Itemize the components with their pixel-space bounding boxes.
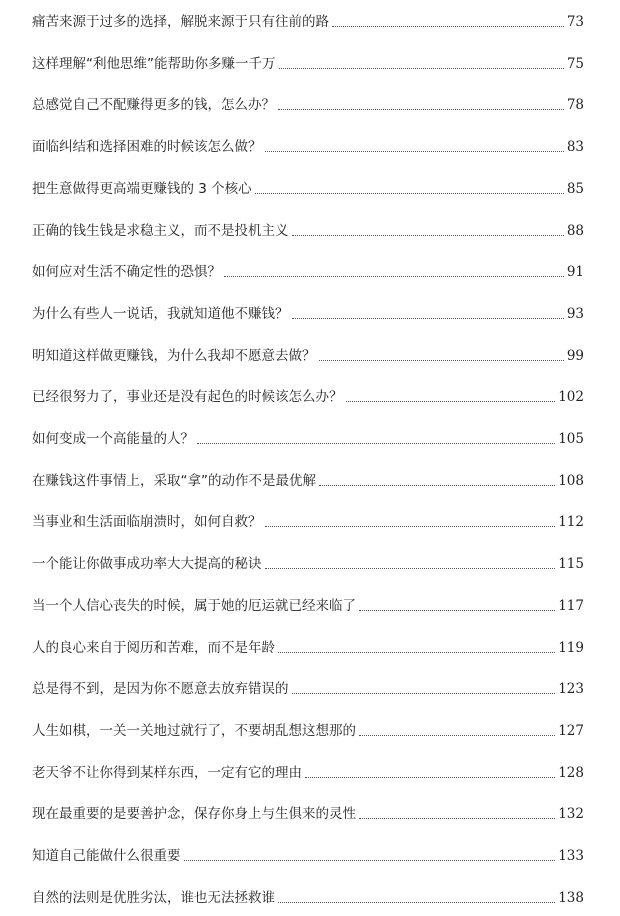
toc-entry-title: 老天爷不让你得到某样东西，一定有它的理由 xyxy=(32,764,302,781)
dot-leader xyxy=(265,151,564,152)
table-of-contents xyxy=(32,0,584,916)
toc-entry[interactable] xyxy=(32,299,584,323)
toc-entry-page-number: 133 xyxy=(558,848,584,864)
toc-entry-title: 自然的法则是优胜劣汰，谁也无法拯救谁 xyxy=(32,889,275,906)
toc-entry[interactable] xyxy=(32,716,584,740)
toc-entry-page-number: 115 xyxy=(558,556,584,573)
dot-leader xyxy=(278,902,555,903)
toc-entry[interactable] xyxy=(32,132,584,156)
toc-entry-title: 如何应对生活不确定性的恐惧？ xyxy=(32,264,221,281)
toc-entry-page-number: 75 xyxy=(566,55,584,72)
toc-entry[interactable] xyxy=(32,591,584,615)
toc-entry-title: 当一个人信心丧失的时候，属于她的厄运就已经来临了 xyxy=(32,597,356,614)
toc-entry-title: 如何变成一个高能量的人？ xyxy=(32,431,194,447)
toc-entry-page-number: 78 xyxy=(566,97,584,114)
dot-leader xyxy=(319,360,564,361)
toc-entry-title: 面临纠结和选择困难的时候该怎么做？ xyxy=(32,139,262,156)
toc-entry-page-number: 123 xyxy=(558,681,584,698)
toc-entry[interactable] xyxy=(32,382,584,406)
dot-leader xyxy=(292,693,556,694)
toc-entry-page-number: 91 xyxy=(566,264,584,281)
dot-leader xyxy=(332,26,564,27)
toc-entry[interactable] xyxy=(32,466,584,490)
toc-entry-title: 总感觉自己不配赚得更多的钱，怎么办？ xyxy=(32,97,275,114)
dot-leader xyxy=(359,818,555,819)
toc-entry-title: 一个能让你做事成功率大大提高的秘诀 xyxy=(32,556,262,573)
dot-leader xyxy=(278,652,555,653)
toc-entry[interactable] xyxy=(32,507,584,531)
toc-entry-page-number: 117 xyxy=(558,597,584,614)
toc-entry-title: 痛苦来源于过多的选择，解脱来源于只有往前的路 xyxy=(32,14,329,30)
toc-entry-title: 人生如棋，一关一关地过就行了，不要胡乱想这想那的 xyxy=(32,722,356,739)
toc-entry-title: 现在最重要的是要善护念，保存你身上与生俱来的灵性 xyxy=(32,806,356,823)
toc-entry-title: 正确的钱生钱是求稳主义，而不是投机主义 xyxy=(32,222,289,239)
dot-leader xyxy=(255,193,564,194)
dot-leader xyxy=(292,318,564,319)
toc-entry[interactable] xyxy=(32,216,584,240)
toc-entry[interactable] xyxy=(32,90,584,114)
toc-entry-page-number: 85 xyxy=(566,180,584,197)
dot-leader xyxy=(305,777,555,778)
toc-entry-page-number: 88 xyxy=(566,222,584,239)
toc-entry-page-number: 108 xyxy=(558,472,584,489)
dot-leader xyxy=(292,235,564,236)
dot-leader xyxy=(265,526,556,527)
toc-entry[interactable] xyxy=(32,549,584,573)
toc-entry[interactable] xyxy=(32,799,584,823)
toc-entry-page-number: 102 xyxy=(558,389,584,406)
dot-leader xyxy=(184,860,556,861)
toc-entry-title: 知道自己能做什么很重要 xyxy=(32,848,181,864)
toc-entry[interactable] xyxy=(32,633,584,657)
toc-entry-page-number: 119 xyxy=(558,639,584,656)
toc-entry[interactable] xyxy=(32,841,584,865)
toc-entry[interactable] xyxy=(32,7,584,31)
toc-entry-page-number: 132 xyxy=(558,806,584,823)
toc-entry-title: 人的良心来自于阅历和苦难，而不是年龄 xyxy=(32,639,275,656)
dot-leader xyxy=(197,443,555,444)
toc-entry-page-number: 93 xyxy=(566,305,584,322)
toc-entry-title: 当事业和生活面临崩溃时，如何自救？ xyxy=(32,514,262,531)
toc-entry-title: 总是得不到，是因为你不愿意去放弃错误的 xyxy=(32,681,289,698)
toc-entry-page-number: 73 xyxy=(566,14,584,30)
dot-leader xyxy=(359,735,555,736)
toc-entry[interactable] xyxy=(32,883,584,907)
dot-leader xyxy=(359,610,555,611)
toc-entry-page-number: 105 xyxy=(558,431,584,447)
toc-entry-page-number: 99 xyxy=(566,347,584,364)
toc-entry-title: 已经很努力了，事业还是没有起色的时候该怎么办？ xyxy=(32,389,343,406)
toc-entry[interactable] xyxy=(32,674,584,698)
toc-entry-page-number: 128 xyxy=(558,764,584,781)
toc-entry-title: 明知道这样做更赚钱，为什么我却不愿意去做？ xyxy=(32,347,316,364)
toc-entry[interactable] xyxy=(32,758,584,782)
toc-entry-page-number: 83 xyxy=(566,139,584,156)
toc-entry[interactable] xyxy=(32,49,584,73)
toc-entry-title: 这样理解“利他思维”能帮助你多赚一千万 xyxy=(32,55,276,72)
toc-entry-page-number: 138 xyxy=(558,889,584,906)
dot-leader xyxy=(279,68,564,69)
toc-entry-page-number: 127 xyxy=(558,722,584,739)
dot-leader xyxy=(278,109,564,110)
dot-leader xyxy=(224,276,564,277)
dot-leader xyxy=(346,401,556,402)
dot-leader xyxy=(265,568,556,569)
toc-entry-title: 把生意做得更高端更赚钱的 3 个核心 xyxy=(32,180,252,197)
toc-entry[interactable] xyxy=(32,174,584,198)
toc-entry[interactable] xyxy=(32,424,584,448)
toc-entry-title: 在赚钱这件事情上，采取“拿”的动作不是最优解 xyxy=(32,472,316,489)
dot-leader xyxy=(319,485,555,486)
toc-entry[interactable] xyxy=(32,257,584,281)
toc-entry[interactable] xyxy=(32,341,584,365)
toc-entry-title: 为什么有些人一说话，我就知道他不赚钱？ xyxy=(32,305,289,322)
toc-entry-page-number: 112 xyxy=(558,514,584,531)
